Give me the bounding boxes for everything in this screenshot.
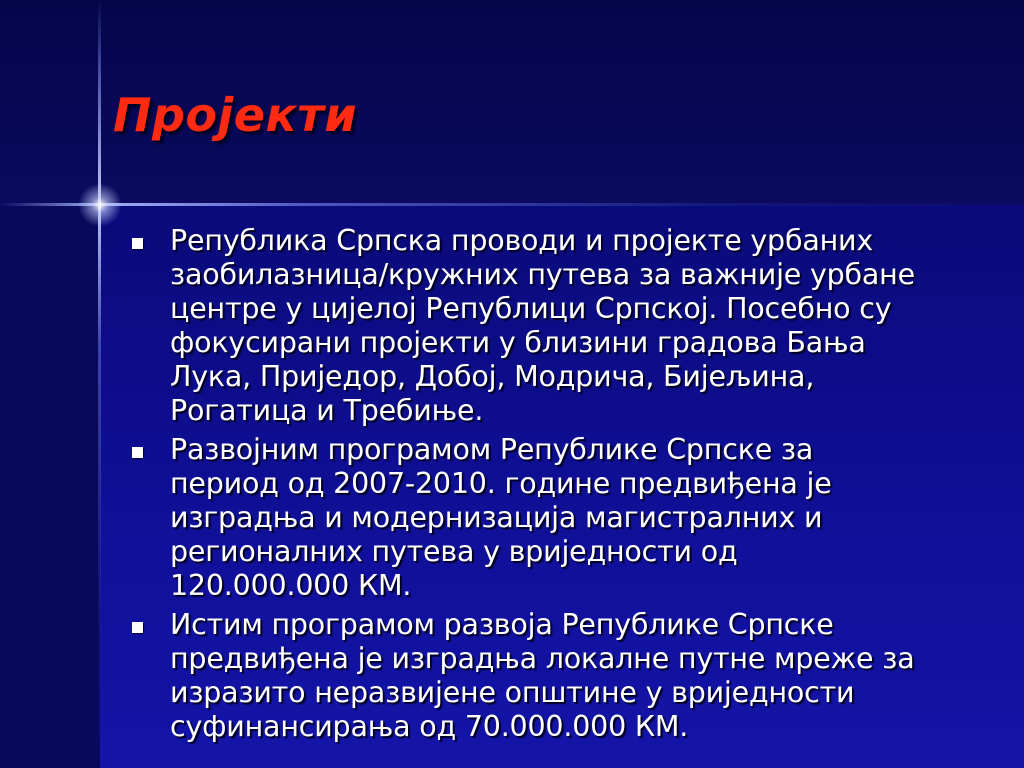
star-vertical-ray (98, 0, 101, 768)
bullet-line: суфинансирања од 70.000.000 КМ. (170, 710, 689, 743)
bullet-line: изразито неразвијене општине у вриједности (170, 676, 855, 709)
bullet-line: 120.000.000 КМ. (170, 569, 412, 602)
bullet-line: Истим програмом развоја Републике Српске (170, 608, 834, 641)
slide-left-strip (0, 205, 100, 768)
bullet-list (130, 224, 990, 749)
bullet-line: центре у цијелој Републици Српској. Посебно су (170, 292, 892, 325)
bullet-item-1 (130, 224, 990, 428)
slide-title: Пројекти (113, 88, 358, 142)
sparkle-star-icon (78, 183, 122, 227)
square-bullet-icon (132, 622, 143, 633)
bullet-line: предвиђена је изградња локалне путне мреже за (170, 642, 915, 675)
bullet-line: фокусирани пројекти у близини градова Бања (170, 326, 866, 359)
square-bullet-icon (132, 447, 143, 458)
bullet-line: изградња и модернизација магистралних и (170, 501, 823, 534)
bullet-line: Лука, Приједор, Добој, Модрича, Бијељина, (170, 360, 815, 393)
bullet-line: Рогатица и Требиње. (170, 394, 484, 427)
bullet-line: период од 2007-2010. године предвиђена је (170, 467, 832, 500)
square-bullet-icon (132, 238, 143, 249)
star-horizontal-ray (0, 203, 1024, 206)
bullet-line: Република Српска проводи и пројекте урбаних (170, 224, 874, 257)
bullet-line: регионалних путева у вриједности од (170, 535, 738, 568)
bullet-line: Развојним програмом Републике Српске за (170, 433, 814, 466)
bullet-item-3 (130, 608, 990, 744)
bullet-line: заобилазница/кружних путева за важније урбане (170, 258, 915, 291)
bullet-item-2 (130, 433, 990, 603)
